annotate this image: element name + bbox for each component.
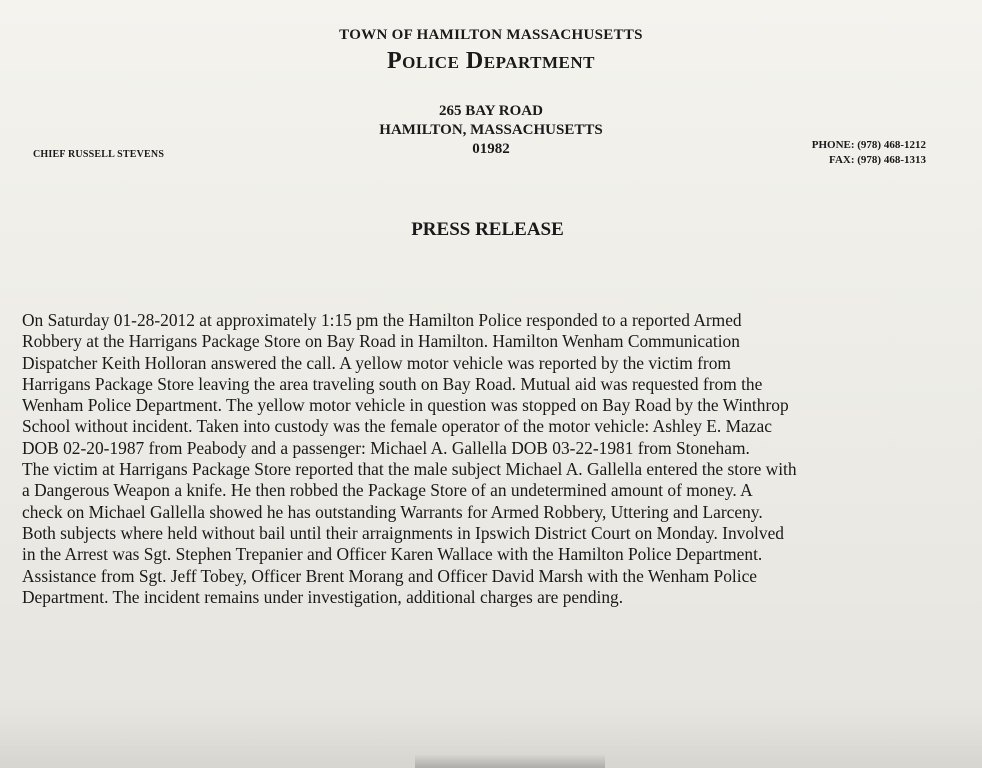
- body-line: Assistance from Sgt. Jeff Tobey, Officer Brent Morang and Officer David Marsh with the Wenham Police: [22, 565, 758, 586]
- body-line: Both subjects where held without bail until their arraignments in Ipswich District Court on Monday. Involved: [22, 522, 784, 543]
- body-line: Robbery at the Harrigans Package Store on Bay Road in Hamilton. Hamilton Wenham Communication: [22, 331, 740, 352]
- address-city: HAMILTON, MASSACHUSETTS: [379, 122, 603, 138]
- body-line: a Dangerous Weapon a knife. He then robbed the Package Store of an undetermined amount of money. A: [22, 480, 753, 501]
- body-line: On Saturday 01-28-2012 at approximately 1:15 pm the Hamilton Police responded to a reported Armed: [22, 310, 742, 330]
- body-line: The victim at Harrigans Package Store reported that the male subject Michael A. Gallella entered the store with: [22, 459, 797, 480]
- body-line: in the Arrest was Sgt. Stephen Trepanier and Officer Karen Wallace with the Hamilton Police Department.: [22, 544, 763, 565]
- page-edge-shadow: [415, 754, 605, 768]
- body-line: check on Michael Gallella showed he has outstanding Warrants for Armed Robbery, Uttering and Larceny.: [22, 501, 763, 522]
- address-street: 265 BAY ROAD: [439, 103, 543, 119]
- fax-number: FAX: (978) 468-1313: [829, 154, 926, 166]
- body-line: Harrigans Package Store leaving the area traveling south on Bay Road. Mutual aid was requested from the: [22, 373, 763, 394]
- chief-name: CHIEF RUSSELL STEVENS: [33, 149, 165, 160]
- body-line: DOB 02-20-1987 from Peabody and a passenger: Michael A. Gallella DOB 03-22-1981 from Stoneham.: [22, 437, 750, 458]
- release-body: [22, 310, 957, 608]
- contact-block: [812, 138, 926, 168]
- body-line: School without incident. Taken into custody was the female operator of the motor vehicle: Ashley E. Mazac: [22, 416, 772, 437]
- address-zip: 01982: [472, 141, 510, 157]
- document-title: PRESS RELEASE: [411, 219, 564, 240]
- body-line: Dispatcher Keith Holloran answered the call. A yellow motor vehicle was reported by the victim from: [22, 352, 731, 373]
- phone-number: PHONE: (978) 468-1212: [811, 139, 926, 151]
- town-heading: TOWN OF HAMILTON MASSACHUSETTS: [339, 27, 643, 43]
- department-heading: Police Department: [386, 48, 596, 74]
- body-line: Wenham Police Department. The yellow motor vehicle in question was stopped on Bay Road by the Winthrop: [22, 395, 789, 416]
- body-line: Department. The incident remains under investigation, additional charges are pending.: [22, 586, 624, 607]
